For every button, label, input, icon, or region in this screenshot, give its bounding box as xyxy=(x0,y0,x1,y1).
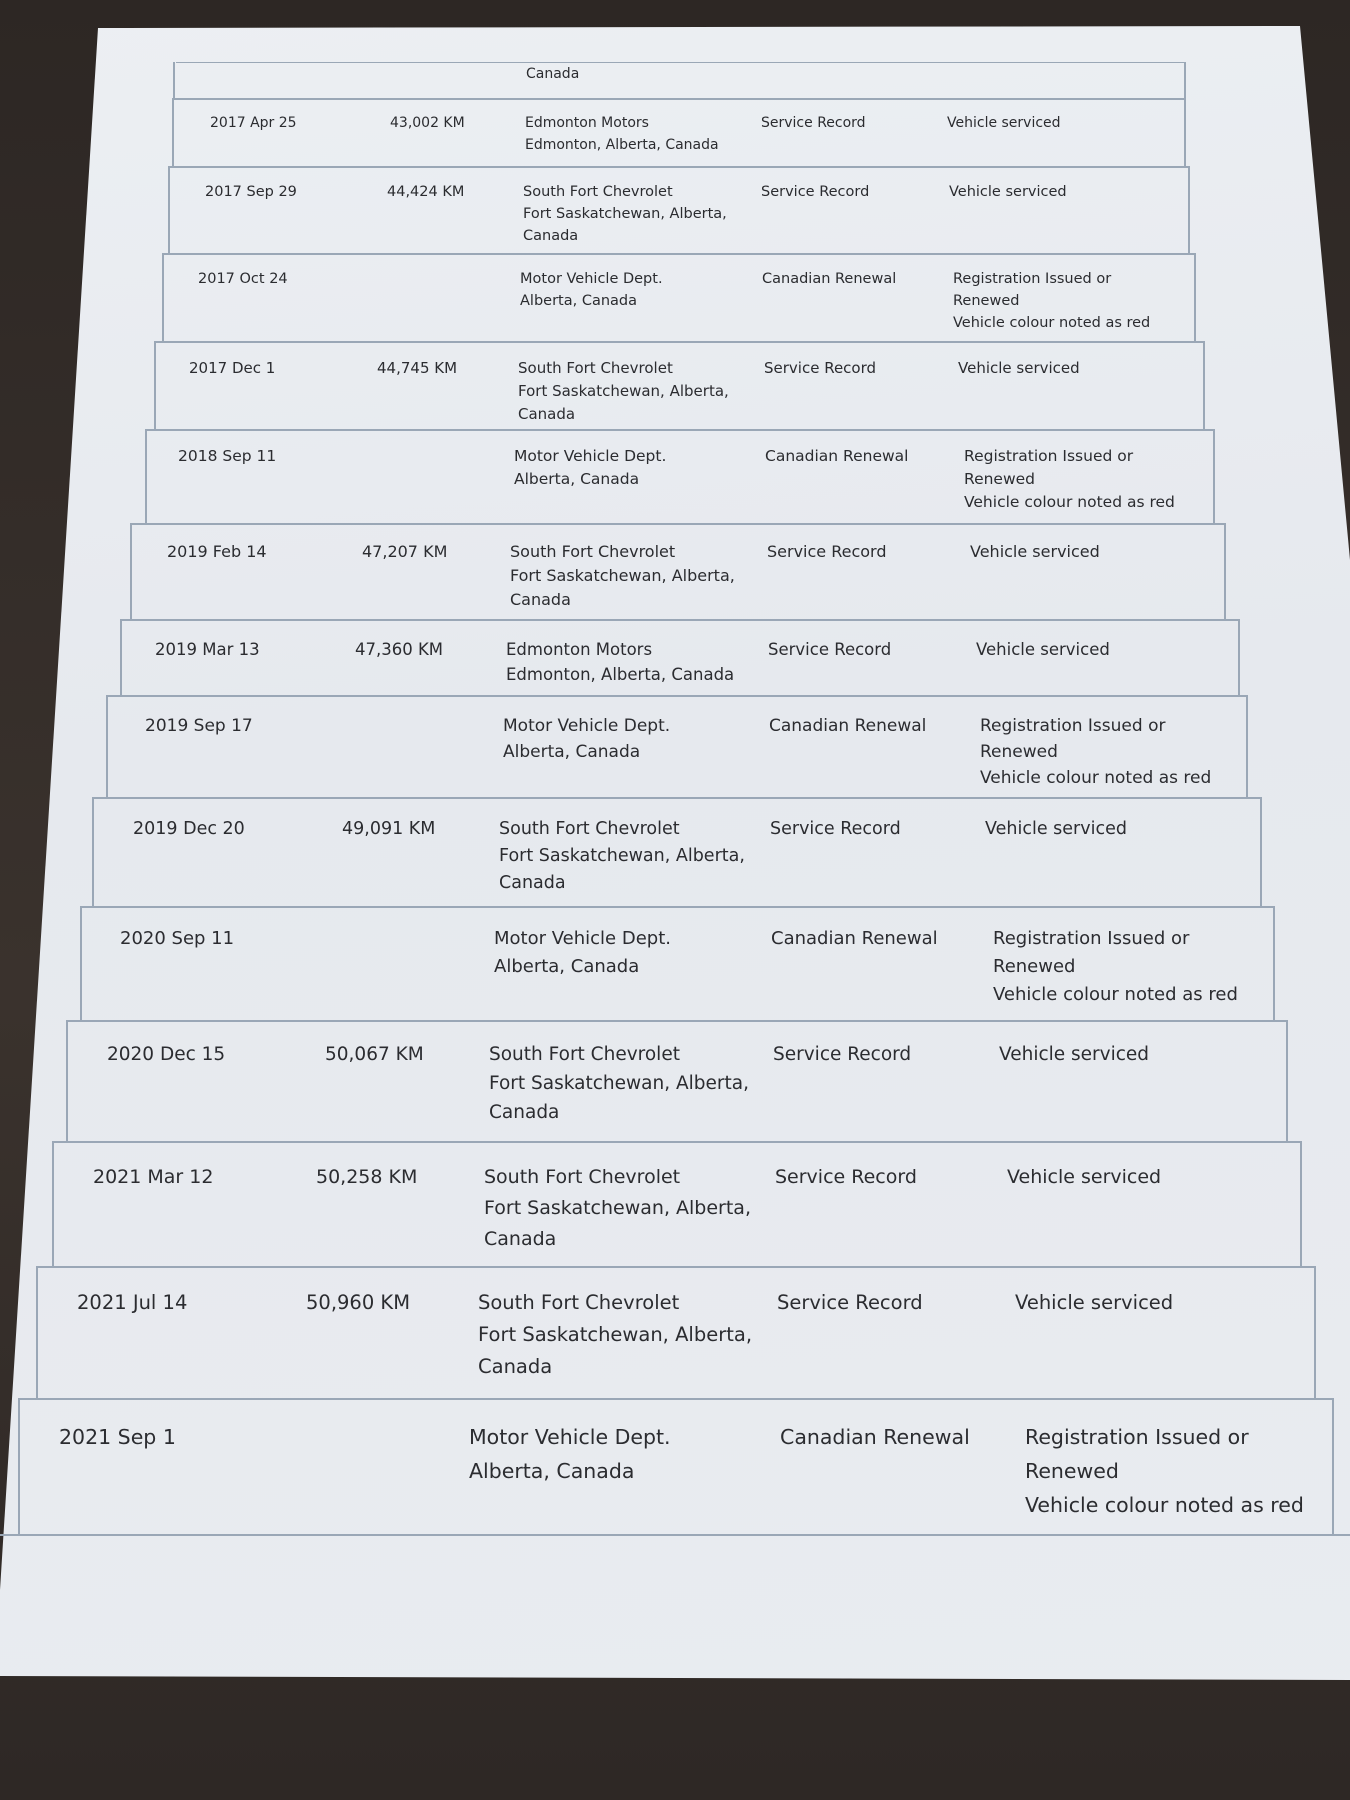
table-top-rule xyxy=(176,62,1184,63)
record-date: 2021 Mar 12 xyxy=(93,1166,214,1188)
row-right-border xyxy=(1184,98,1186,166)
row-left-border xyxy=(162,253,164,341)
row-left-border xyxy=(120,619,122,695)
record-type: Canadian Renewal xyxy=(769,716,927,736)
record-date: 2019 Dec 20 xyxy=(133,819,245,839)
record-details xyxy=(953,268,1150,334)
record-source-line: South Fort Chevrolet xyxy=(489,1044,680,1065)
row-left-border xyxy=(92,797,94,906)
row-divider xyxy=(36,1266,1316,1268)
record-date: 2020 Sep 11 xyxy=(120,928,235,949)
record-source-line: Edmonton Motors xyxy=(506,640,653,659)
record-date: 2018 Sep 11 xyxy=(178,447,277,465)
record-details-line: Renewed xyxy=(964,470,1036,488)
record-type: Canadian Renewal xyxy=(765,447,909,465)
row-right-border xyxy=(1188,166,1190,253)
record-source xyxy=(499,816,745,897)
record-source-line: Fort Saskatchewan, Alberta, xyxy=(510,566,735,585)
record-source-line: Edmonton Motors xyxy=(525,115,649,131)
row-left-border xyxy=(66,1020,68,1141)
row-divider xyxy=(52,1141,1302,1143)
record-details-line: Vehicle colour noted as red xyxy=(953,315,1151,331)
record-details xyxy=(964,445,1175,514)
record-details-line: Registration Issued or xyxy=(1025,1425,1249,1449)
row-left-border xyxy=(145,429,147,523)
record-source-line: Canada xyxy=(499,873,566,893)
record-details-line: Vehicle serviced xyxy=(985,819,1127,839)
record-source-line: South Fort Chevrolet xyxy=(518,359,673,377)
record-source-line: Motor Vehicle Dept. xyxy=(469,1425,671,1449)
record-type: Service Record xyxy=(764,359,877,377)
record-source-line: Alberta, Canada xyxy=(503,742,641,762)
row-divider xyxy=(168,166,1190,168)
row-left-border xyxy=(106,695,108,797)
record-source-line: Motor Vehicle Dept. xyxy=(520,271,663,287)
row-divider xyxy=(120,619,1240,621)
record-details-line: Registration Issued or xyxy=(964,447,1134,465)
record-odometer: 50,067 KM xyxy=(325,1044,424,1065)
record-source xyxy=(510,540,735,612)
record-details-line: Registration Issued or xyxy=(993,928,1190,949)
row-right-border xyxy=(1300,1141,1302,1266)
row-left-border xyxy=(154,341,156,429)
record-source xyxy=(506,637,734,687)
record-source-line: Motor Vehicle Dept. xyxy=(494,928,671,949)
row-right-border xyxy=(1238,619,1240,695)
record-source xyxy=(494,925,671,981)
row-divider xyxy=(80,906,1275,908)
row-divider xyxy=(92,797,1262,799)
record-source-line: Canada xyxy=(484,1228,557,1250)
record-type: Service Record xyxy=(773,1044,912,1065)
record-details xyxy=(980,713,1211,791)
row-right-border xyxy=(1332,1398,1334,1534)
record-source-line: Fort Saskatchewan, Alberta, xyxy=(478,1323,753,1346)
record-details-line: Registration Issued or xyxy=(980,716,1166,736)
record-details-line: Vehicle colour noted as red xyxy=(980,768,1212,788)
record-type: Service Record xyxy=(777,1291,923,1314)
record-details xyxy=(1015,1287,1173,1319)
record-source-line: Canada xyxy=(510,590,571,609)
record-source xyxy=(469,1420,671,1488)
row-divider xyxy=(66,1020,1288,1022)
row-divider xyxy=(18,1398,1334,1400)
record-source-line: Fort Saskatchewan, Alberta, xyxy=(523,206,727,222)
record-type: Canadian Renewal xyxy=(762,271,897,287)
record-odometer: 49,091 KM xyxy=(342,819,436,839)
row-divider xyxy=(145,429,1215,431)
record-details-line: Vehicle colour noted as red xyxy=(964,493,1175,511)
record-source-line: South Fort Chevrolet xyxy=(499,819,680,839)
record-details-line: Vehicle serviced xyxy=(1015,1291,1174,1314)
row-left-border xyxy=(36,1266,38,1398)
record-details-line: Vehicle colour noted as red xyxy=(993,984,1238,1005)
record-source-line: Canada xyxy=(478,1355,553,1378)
row-left-border xyxy=(172,98,174,166)
record-details-line: Vehicle serviced xyxy=(976,640,1110,659)
record-date: 2017 Sep 29 xyxy=(205,184,297,200)
row-left-border xyxy=(168,166,170,253)
record-details-line: Renewed xyxy=(953,293,1020,309)
record-date: 2021 Sep 1 xyxy=(59,1425,176,1449)
record-date: 2017 Dec 1 xyxy=(189,359,276,377)
record-type: Service Record xyxy=(761,115,866,131)
record-type: Canadian Renewal xyxy=(780,1425,970,1449)
record-details-line: Renewed xyxy=(1025,1459,1119,1483)
record-odometer: 47,360 KM xyxy=(355,640,444,659)
row-right-border xyxy=(1246,695,1248,797)
row-left-border xyxy=(80,906,82,1020)
record-source-line: Canada xyxy=(489,1102,560,1123)
record-details xyxy=(993,925,1238,1009)
record-type: Canadian Renewal xyxy=(771,928,938,949)
record-details-line: Renewed xyxy=(980,742,1058,762)
record-details xyxy=(976,637,1110,662)
record-source-line: Alberta, Canada xyxy=(520,293,637,309)
record-odometer: 44,745 KM xyxy=(377,359,458,377)
record-source xyxy=(478,1287,752,1383)
record-date: 2021 Jul 14 xyxy=(77,1291,188,1314)
record-source xyxy=(484,1162,751,1255)
record-details-line: Vehicle serviced xyxy=(1007,1166,1162,1188)
row-left-border xyxy=(130,523,132,619)
record-details xyxy=(1007,1162,1161,1193)
record-source-line: Motor Vehicle Dept. xyxy=(503,716,671,736)
record-details xyxy=(1025,1420,1304,1522)
record-odometer: 50,960 KM xyxy=(306,1291,411,1314)
row-right-border xyxy=(1224,523,1226,619)
record-source-line: Motor Vehicle Dept. xyxy=(514,447,667,465)
record-details xyxy=(985,816,1127,843)
record-details-line: Vehicle serviced xyxy=(999,1044,1150,1065)
record-source xyxy=(518,357,729,426)
table-left-border xyxy=(173,62,175,98)
record-source-line: Fort Saskatchewan, Alberta, xyxy=(484,1197,751,1219)
record-type: Service Record xyxy=(775,1166,917,1188)
record-type: Service Record xyxy=(768,640,892,659)
record-odometer: 44,424 KM xyxy=(387,184,465,200)
row-divider xyxy=(172,98,1186,100)
row-right-border xyxy=(1286,1020,1288,1141)
record-date: 2017 Apr 25 xyxy=(210,115,297,131)
record-source-line: South Fort Chevrolet xyxy=(478,1291,680,1314)
record-date: 2019 Mar 13 xyxy=(155,640,260,659)
record-details xyxy=(947,112,1061,134)
record-odometer: 47,207 KM xyxy=(362,542,448,561)
row-right-border xyxy=(1213,429,1215,523)
record-details-line: Vehicle serviced xyxy=(970,542,1100,561)
record-type: Service Record xyxy=(767,542,887,561)
record-source-line: South Fort Chevrolet xyxy=(484,1166,681,1188)
record-odometer: 43,002 KM xyxy=(390,115,465,131)
record-source-line: Alberta, Canada xyxy=(494,956,640,977)
row-divider xyxy=(130,523,1226,525)
record-source xyxy=(520,268,663,312)
record-type: Service Record xyxy=(761,184,870,200)
record-date: 2019 Feb 14 xyxy=(167,542,267,561)
record-source-line: Fort Saskatchewan, Alberta, xyxy=(499,846,745,866)
record-source-line: Edmonton, Alberta, Canada xyxy=(506,665,735,684)
record-details xyxy=(970,540,1100,564)
record-details xyxy=(949,181,1067,203)
record-source-line: Canada xyxy=(518,405,576,423)
record-odometer: 50,258 KM xyxy=(316,1166,418,1188)
record-details-line: Registration Issued or xyxy=(953,271,1112,287)
record-source xyxy=(523,181,727,247)
row-right-border xyxy=(1314,1266,1316,1398)
record-details-line: Renewed xyxy=(993,956,1076,977)
record-details-line: Vehicle serviced xyxy=(958,359,1080,377)
record-details xyxy=(999,1040,1149,1069)
row-right-border xyxy=(1260,797,1262,906)
record-details-line: Vehicle serviced xyxy=(947,115,1061,131)
record-type: Service Record xyxy=(770,819,901,839)
record-source-line: Fort Saskatchewan, Alberta, xyxy=(489,1073,749,1094)
row-divider xyxy=(106,695,1248,697)
row-right-border xyxy=(1203,341,1205,429)
row-left-border xyxy=(52,1141,54,1266)
record-source xyxy=(525,112,719,156)
record-source xyxy=(503,713,670,765)
record-source-line: Canada xyxy=(523,228,579,244)
table-right-border xyxy=(1184,62,1186,98)
record-source-line: South Fort Chevrolet xyxy=(510,542,676,561)
row-divider xyxy=(0,1534,1350,1536)
row-right-border xyxy=(1273,906,1275,1020)
row-right-border xyxy=(1194,253,1196,341)
record-source-line: Alberta, Canada xyxy=(514,470,640,488)
record-source xyxy=(489,1040,749,1127)
record-source-line: Alberta, Canada xyxy=(469,1459,635,1483)
record-source-line: Edmonton, Alberta, Canada xyxy=(525,137,719,153)
record-details-line: Vehicle serviced xyxy=(949,184,1067,200)
header-continuation: Canada xyxy=(526,66,580,82)
record-date: 2020 Dec 15 xyxy=(107,1044,226,1065)
row-divider xyxy=(162,253,1196,255)
record-source xyxy=(514,445,666,491)
row-divider xyxy=(154,341,1205,343)
record-date: 2017 Oct 24 xyxy=(198,271,288,287)
row-left-border xyxy=(18,1398,20,1534)
record-details xyxy=(958,357,1080,380)
record-source-line: Fort Saskatchewan, Alberta, xyxy=(518,382,729,400)
record-date: 2019 Sep 17 xyxy=(145,716,253,736)
record-source-line: South Fort Chevrolet xyxy=(523,184,673,200)
record-details-line: Vehicle colour noted as red xyxy=(1025,1493,1304,1517)
